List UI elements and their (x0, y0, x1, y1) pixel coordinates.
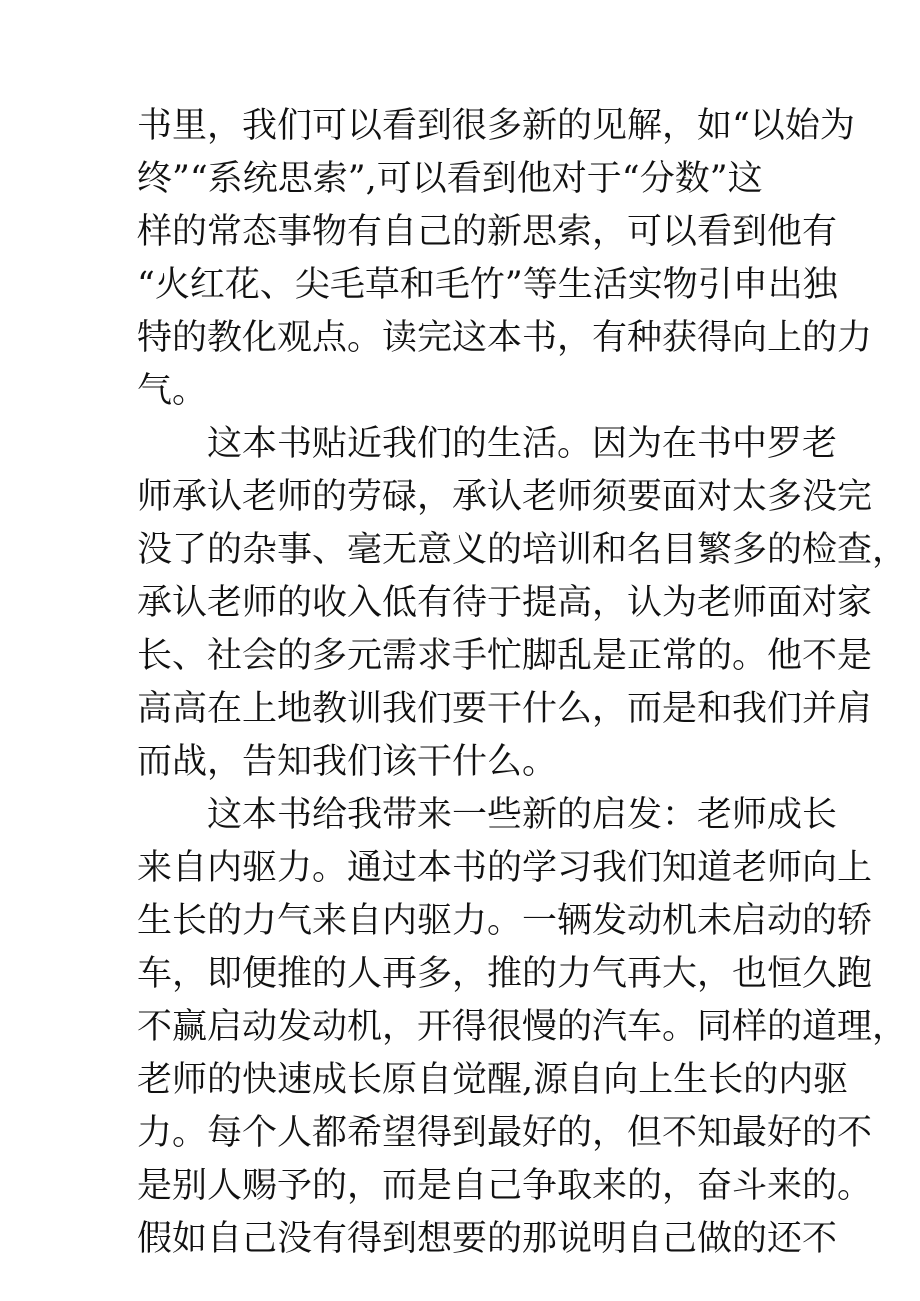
text-line: 长、社会的多元需求手忙脚乱是正常的。他不是 (137, 636, 873, 676)
text-line: 这本书给我带来一些新的启发：老师成长 (137, 795, 838, 835)
text-line: 气。 (137, 371, 208, 411)
paragraph-2 (137, 418, 908, 789)
text-line: 特的教化观点。读完这本书，有种获得向上的力 (137, 318, 873, 358)
text-line: 承认老师的收入低有待于提高，认为老师面对家 (137, 583, 873, 623)
paragraph-3 (137, 789, 908, 1266)
text-line: 书里，我们可以看到很多新的见解，如“以始为 (137, 106, 855, 146)
text-line: 假如自己没有得到想要的那说明自己做的还不 (137, 1219, 838, 1259)
text-line: 这本书贴近我们的生活。因为在书中罗老 (137, 424, 838, 464)
paragraph-1 (137, 100, 873, 418)
text-line: 力。每个人都希望得到最好的，但不知最好的不 (137, 1113, 873, 1153)
text-line: 老师的快速成长原自觉醒,源自向上生长的内驱 (137, 1060, 849, 1100)
text-line: 是别人赐予的，而是自己争取来的，奋斗来的。 (137, 1166, 873, 1206)
text-line: 车，即便推的人再多，推的力气再大，也恒久跑 (137, 954, 873, 994)
text-line: 生长的力气来自内驱力。一辆发动机未启动的轿 (137, 901, 873, 941)
text-line: 样的常态事物有自己的新思索，可以看到他有 (137, 212, 838, 252)
text-line: “火红花、尖毛草和毛竹”等生活实物引申出独 (137, 265, 838, 305)
text-line: 而战，告知我们该干什么。 (137, 742, 558, 782)
body-text (137, 100, 908, 1266)
text-line: 没了的杂事、毫无意义的培训和名目繁多的检查， (137, 530, 908, 570)
text-line: 来自内驱力。通过本书的学习我们知道老师向上 (137, 848, 873, 888)
text-line: 高高在上地教训我们要干什么，而是和我们并肩 (137, 689, 873, 729)
text-line: 终”“系统思索”,可以看到他对于“分数”这 (137, 159, 763, 199)
text-line: 师承认老师的劳碌，承认老师须要面对太多没完 (137, 477, 873, 517)
text-line: 不赢启动发动机，开得很慢的汽车。同样的道理， (137, 1007, 908, 1047)
